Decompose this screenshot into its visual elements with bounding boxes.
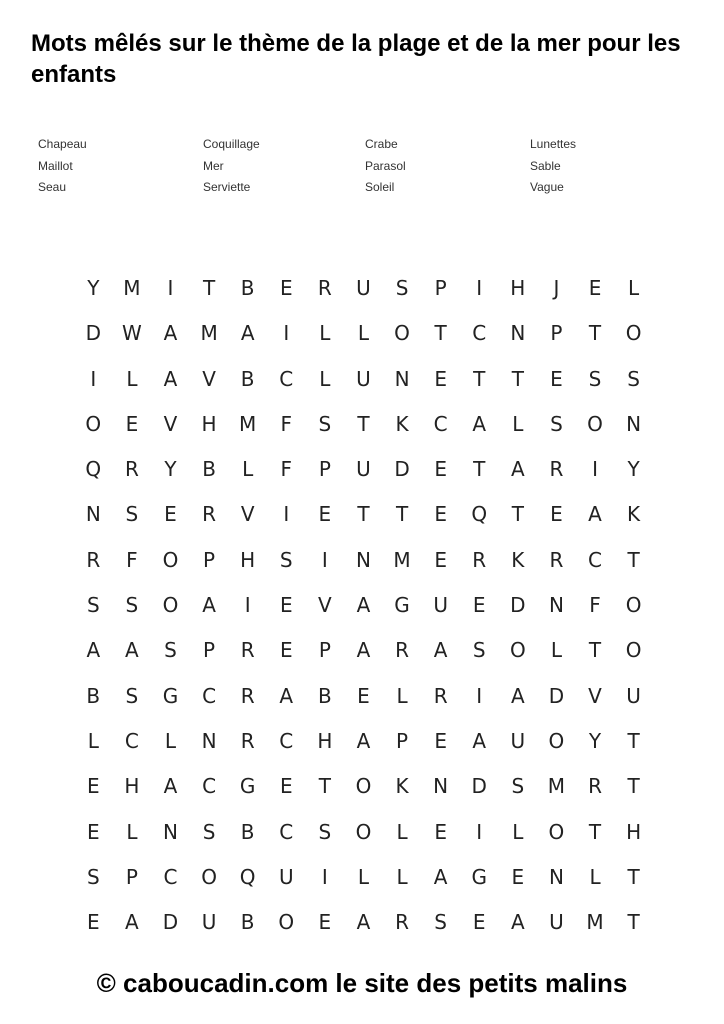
word-list-item: Coquillage [203,137,260,151]
grid-letter: G [239,774,256,799]
grid-letter: T [627,910,640,935]
grid-letter: R [202,502,217,527]
word-list [38,134,698,204]
grid-letter: M [123,276,141,300]
grid-letter: U [356,457,371,482]
grid-letter: P [434,276,447,300]
grid-letter: I [592,457,598,482]
grid-letter: U [549,910,564,935]
grid-letter: N [394,366,410,391]
grid-letter: P [125,864,138,889]
grid-letter: S [550,411,563,436]
grid-letter: E [279,774,293,799]
grid-letter: L [126,819,138,844]
grid-letter: R [472,547,487,572]
grid-letter: R [240,638,255,663]
grid-letter: E [434,819,447,844]
grid-letter: S [472,638,486,663]
grid-letter: N [433,774,449,799]
grid-letter: T [357,411,370,436]
grid-letter: O [509,638,526,663]
grid-letter: C [433,411,448,436]
grid-letter: I [244,593,251,618]
grid-letter: S [279,547,293,572]
grid-letter: A [163,774,178,799]
grid-letter: P [550,321,563,346]
grid-letter: E [86,910,100,935]
grid-letter: G [162,683,179,708]
word-list-item: Seau [38,180,67,194]
grid-letter: Y [164,457,177,482]
grid-letter: E [511,864,525,889]
grid-letter: Q [85,457,102,482]
grid-letter: R [124,457,139,482]
grid-letter: E [434,366,447,391]
grid-letter: U [356,276,371,300]
grid-letter: K [395,411,409,436]
grid-letter: L [512,411,524,436]
grid-letter: U [356,366,371,391]
grid-letter: A [356,728,371,753]
grid-letter: A [510,457,525,482]
grid-letter: L [512,819,524,844]
grid-letter: A [86,638,101,663]
grid-letter: L [87,728,99,753]
grid-letter: D [510,593,526,618]
grid-letter: A [588,502,602,527]
grid-letter: R [588,774,602,799]
grid-letter: N [548,864,564,889]
grid-letter: P [203,638,216,663]
grid-letter: K [511,547,525,572]
grid-letter: S [434,910,447,935]
grid-letter: F [280,411,293,436]
grid-letter: N [548,593,564,618]
grid-letter: D [471,774,487,799]
grid-letter: G [471,864,487,889]
grid-letter: Y [87,276,100,300]
grid-letter: O [355,819,372,844]
grid-letter: C [124,728,139,753]
grid-letter: A [356,593,371,618]
grid-letter: S [318,411,332,436]
grid-letter: A [356,910,371,935]
grid-letter: A [510,910,525,935]
grid-letter: C [202,774,217,799]
grid-letter: T [588,321,602,346]
grid-letter: E [164,502,177,527]
grid-letter: F [126,547,138,572]
grid-letter: E [472,593,486,618]
grid-letter: A [356,638,371,663]
grid-letter: I [321,864,328,889]
grid-letter: Q [239,864,256,889]
grid-letter: D [548,683,565,708]
grid-letter: I [167,276,174,300]
grid-letter: T [588,638,602,663]
grid-letter: F [280,457,293,482]
grid-letter: Y [627,457,640,482]
grid-letter: S [125,502,139,527]
grid-letter: E [550,502,563,527]
grid-letter: T [627,774,640,799]
grid-letter: T [627,728,640,753]
grid-letter: O [587,411,603,436]
grid-letter: S [125,683,139,708]
grid-letter: E [86,819,100,844]
grid-letter: S [511,774,525,799]
grid-letter: M [547,774,566,799]
grid-letter: D [85,321,101,346]
grid-letter: T [473,366,486,391]
grid-letter: U [278,864,294,889]
grid-letter: T [434,321,447,346]
word-list-item: Sable [530,158,561,173]
grid-letter: V [202,366,216,391]
grid-letter: F [589,593,601,618]
grid-letter: C [163,864,178,889]
grid-letter: O [278,910,295,935]
grid-letter: S [125,593,139,618]
grid-letter: C [279,366,294,391]
grid-letter: A [163,321,178,346]
grid-letter: E [279,593,293,618]
grid-letter: O [162,593,179,618]
grid-letter: A [163,366,178,391]
grid-letter: T [395,502,409,527]
grid-letter: D [162,910,179,935]
grid-letter: Q [471,502,488,527]
grid-letter: I [476,276,483,300]
word-list-item: Mer [203,158,224,173]
grid-letter: E [125,411,139,436]
grid-letter: N [510,321,526,346]
grid-letter: E [550,366,563,391]
grid-letter: O [625,593,642,618]
grid-letter: L [319,321,331,346]
grid-letter: H [626,819,642,844]
grid-letter: O [85,411,102,436]
grid-letter: O [548,728,565,753]
grid-letter: R [240,728,255,753]
grid-letter: E [279,276,293,300]
grid-letter: L [396,683,408,708]
grid-letter: N [163,819,178,844]
grid-letter: S [318,819,332,844]
grid-letter: K [395,774,409,799]
grid-letter: B [317,683,332,708]
grid-letter: B [240,819,255,844]
grid-letter: T [511,502,524,527]
grid-letter: E [434,457,447,482]
grid-letter: N [626,411,642,436]
grid-letter: U [201,910,217,935]
grid-letter: V [318,593,332,618]
grid-letter: I [283,502,290,527]
grid-letter: R [395,910,409,935]
grid-letter: L [396,864,408,889]
grid-letter: O [201,864,217,889]
grid-letter: O [548,819,565,844]
word-list-item: Parasol [365,158,406,173]
grid-letter: L [164,728,177,753]
grid-letter: A [240,321,255,346]
word-list-item: Chapeau [38,137,87,151]
grid-letter: O [394,321,410,346]
grid-letter: H [240,547,256,572]
grid-letter: A [433,864,448,889]
grid-letter: V [163,411,178,436]
grid-letter: T [511,366,524,391]
grid-letter: S [86,593,100,618]
grid-letter: S [86,864,100,889]
grid-letter: L [242,457,254,482]
grid-letter: I [476,683,483,708]
grid-letter: I [90,366,97,391]
word-list-item: Lunettes [530,137,577,151]
grid-letter: C [588,547,602,572]
grid-letter: A [202,593,216,618]
grid-letter: A [433,638,448,663]
grid-letter: U [433,593,448,618]
grid-letter: O [625,638,642,663]
grid-letter: P [318,638,331,663]
grid-letter: T [588,819,602,844]
word-list-item: Maillot [38,158,73,173]
grid-letter: B [240,910,255,935]
grid-letter: U [626,683,641,708]
grid-letter: I [283,321,290,346]
grid-letter: I [321,547,328,572]
grid-letter: E [279,638,293,663]
grid-letter: V [240,502,255,527]
grid-letter: M [239,411,257,436]
grid-letter: R [86,547,101,572]
grid-letter: C [472,321,487,346]
grid-letter: R [549,547,564,572]
letter-grid [74,268,654,947]
grid-letter: L [126,366,138,391]
grid-letter: M [200,321,218,346]
word-list-item: Serviette [203,180,251,194]
grid-letter: E [472,910,486,935]
grid-letter: J [553,276,560,300]
grid-letter: A [510,683,525,708]
grid-letter: E [434,502,447,527]
grid-letter: E [318,502,332,527]
grid-letter: I [476,819,483,844]
grid-letter: Y [588,728,602,753]
grid-letter: T [357,502,370,527]
grid-letter: G [394,593,410,618]
grid-letter: T [202,276,216,300]
grid-letter: S [395,276,409,300]
grid-letter: A [279,683,294,708]
grid-letter: B [240,276,255,300]
grid-letter: C [202,683,217,708]
grid-letter: L [589,864,601,889]
grid-letter: C [279,819,294,844]
grid-letter: L [550,638,562,663]
grid-letter: N [355,547,371,572]
grid-letter: E [588,276,602,300]
footer-credit: © caboucadin.com le site des petits malins [96,968,628,998]
grid-letter: E [357,683,370,708]
grid-letter: P [318,457,331,482]
grid-letter: L [357,321,370,346]
grid-letter: H [510,276,526,300]
grid-letter: B [202,457,216,482]
grid-letter: K [627,502,641,527]
grid-letter: O [355,774,372,799]
word-list-item: Soleil [365,180,395,194]
grid-letter: R [549,457,564,482]
grid-letter: N [201,728,217,753]
grid-letter: S [164,638,177,663]
word-list-item: Vague [530,180,564,194]
grid-letter: T [627,864,640,889]
grid-letter: T [318,774,331,799]
grid-letter: R [395,638,409,663]
page-title: Mots mêlés sur le thème de la plage et de la mer pour les enfants [31,30,681,88]
grid-letter: B [240,366,255,391]
grid-letter: S [627,366,640,391]
grid-letter: E [434,728,447,753]
grid-letter: L [396,819,408,844]
grid-letter: A [472,411,487,436]
grid-letter: T [627,547,640,572]
grid-letter: E [86,774,100,799]
grid-letter: O [625,321,642,346]
grid-letter: H [124,774,140,799]
grid-letter: C [279,728,294,753]
grid-letter: V [588,683,602,708]
grid-letter: H [201,411,217,436]
grid-letter: L [628,276,640,300]
grid-letter: S [588,366,602,391]
grid-letter: E [318,910,332,935]
grid-letter: N [85,502,101,527]
grid-letter: W [122,321,142,346]
grid-letter: R [240,683,255,708]
word-list-item: Crabe [365,137,398,151]
grid-letter: O [162,547,179,572]
grid-letter: S [202,819,216,844]
grid-letter: H [317,728,333,753]
grid-letter: P [396,728,409,753]
grid-letter: E [434,547,447,572]
grid-letter: P [203,547,216,572]
grid-letter: A [125,638,139,663]
grid-letter: A [472,728,487,753]
grid-letter: A [125,910,139,935]
grid-letter: R [317,276,332,300]
grid-letter: D [394,457,410,482]
grid-letter: R [433,683,448,708]
grid-letter: U [510,728,526,753]
grid-letter: M [586,910,604,935]
grid-letter: L [357,864,370,889]
grid-letter: B [86,683,101,708]
grid-letter: L [319,366,331,391]
grid-letter: M [393,547,411,572]
grid-letter: T [473,457,486,482]
